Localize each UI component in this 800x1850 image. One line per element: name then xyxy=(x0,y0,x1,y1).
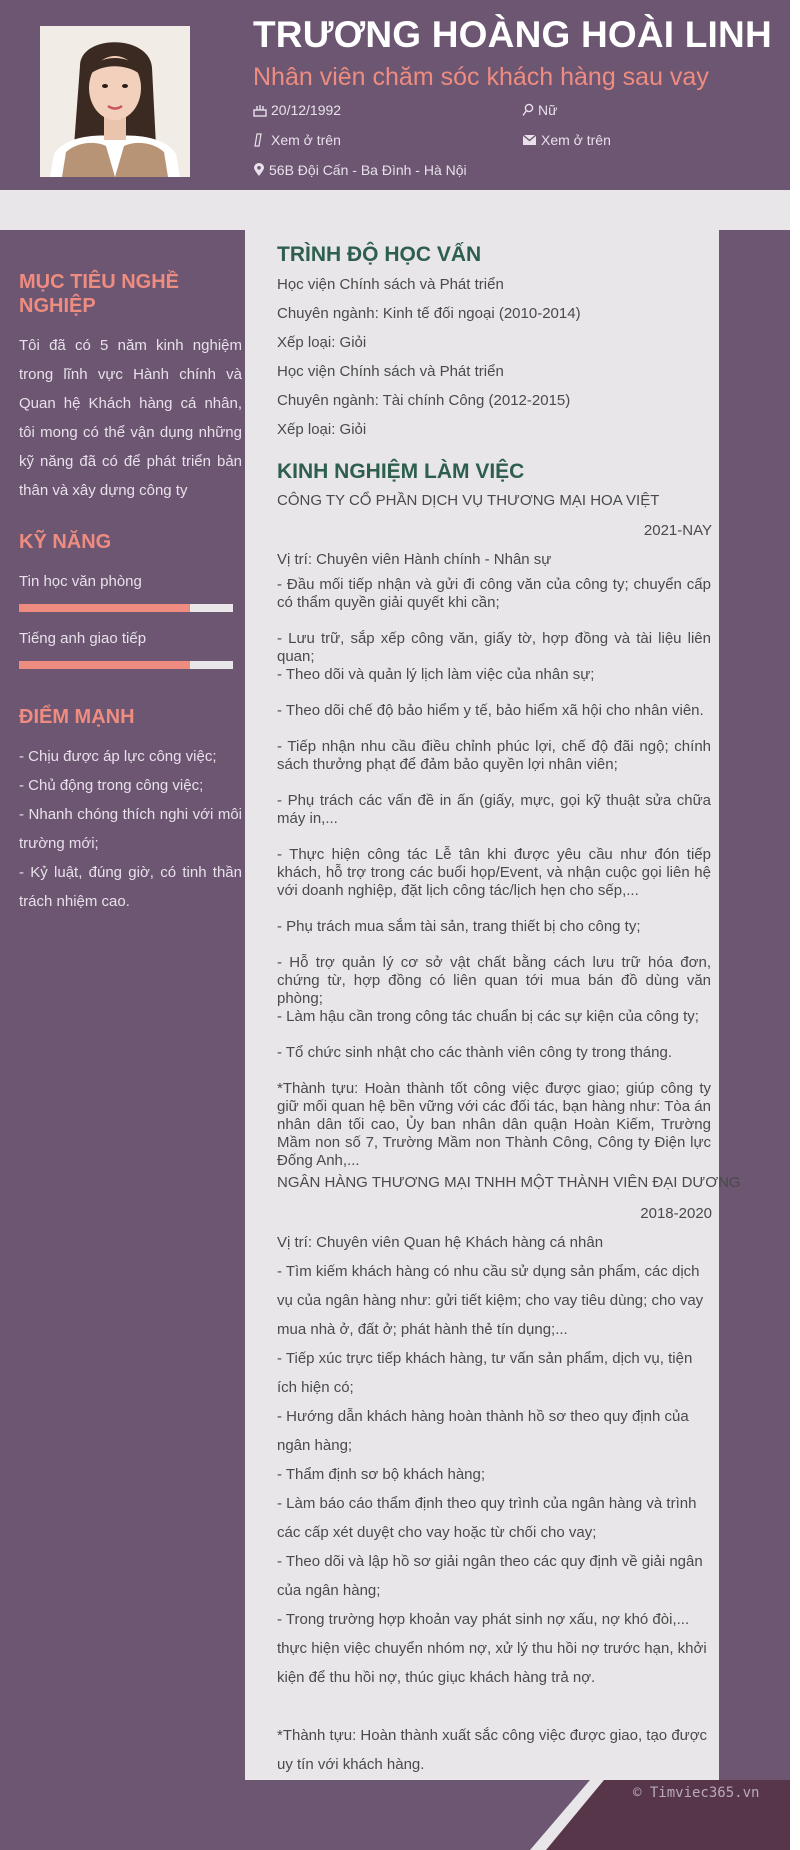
duty-item: - Tiếp xúc trực tiếp khách hàng, tư vấn sản phẩm, dịch vụ, tiện ích hiện có; xyxy=(277,1350,693,1396)
education-line: Chuyên ngành: Kinh tế đối ngoại (2010-2014) xyxy=(277,305,581,322)
duty-item: - Tổ chức sinh nhật cho các thành viên công ty trong tháng. xyxy=(277,1044,673,1061)
watermark-text: © Timviec365.vn xyxy=(633,1785,760,1801)
skill-level-bar xyxy=(19,661,233,669)
duty-item: - Tiếp nhận nhu cầu điều chỉnh phúc lợi, chế độ đãi ngộ; chính sách thưởng phạt để đảm bảo quyền lợi nhân viên; xyxy=(277,738,711,773)
skill-level-bar xyxy=(19,604,233,612)
profile-photo xyxy=(40,26,190,177)
education-line: Học viện Chính sách và Phát triển xyxy=(277,363,504,380)
email-row xyxy=(522,132,611,148)
address-text: 56B Đội Cấn - Ba Đình - Hà Nội xyxy=(269,162,467,178)
gender-text: Nữ xyxy=(538,102,558,118)
strengths-list xyxy=(19,742,242,916)
strength-item: - Nhanh chóng thích nghi với môi trường mới; xyxy=(19,806,242,852)
strength-item: - Chủ động trong công việc; xyxy=(19,777,204,794)
objective-text: Tôi đã có 5 năm kinh nghiệm trong lĩnh vực Hành chính và Quan hệ Khách hàng cá nhân, tôi mong có thể vận dụng những kỹ năng đã có để phát triển bản thân và xây dựng công ty xyxy=(19,337,242,499)
duty-item: - Theo dõi và lập hồ sơ giải ngân theo các quy định về giải ngân của ngân hàng; xyxy=(277,1553,703,1599)
duty-item: - Đầu mối tiếp nhận và gửi đi công văn của công ty; chuyển cấp có thẩm quyền giải quyết khi cần; xyxy=(277,576,711,611)
skill-name: Tiếng anh giao tiếp xyxy=(19,630,147,647)
duty-item: - Hỗ trợ quản lý cơ sở vật chất bằng cách lưu trữ hóa đơn, chứng từ, hợp đồng có liên quan tới mua bán đồ dùng văn phòng; xyxy=(277,954,711,1007)
location-pin-icon xyxy=(253,163,265,177)
right-border-strip xyxy=(719,230,790,1780)
job-position: Vị trí: Chuyên viên Quan hệ Khách hàng cá nhân xyxy=(277,1234,604,1251)
education-line: Chuyên ngành: Tài chính Công (2012-2015) xyxy=(277,392,571,409)
education-line: Xếp loại: Giỏi xyxy=(277,421,367,438)
phone-icon xyxy=(253,133,267,147)
header-divider-band xyxy=(0,190,790,230)
duty-item: - Lưu trữ, sắp xếp công văn, giấy tờ, hợp đồng và tài liệu liên quan; xyxy=(277,630,711,665)
duty-item: - Thẩm định sơ bộ khách hàng; xyxy=(277,1466,486,1483)
female-gender-icon xyxy=(522,103,534,117)
achievement-text: *Thành tựu: Hoàn thành tốt công việc được giao; giúp công ty giữ mối quan hệ bền vững với các đối tác, bạn hàng như: Tòa án nhân dân tối cao, Ủy ban nhân dân quận Hoàn Kiếm, Trường Mầm non số 7, Trường Mầm non Thành Công, Công ty Điện lực Đống Anh,... xyxy=(277,1080,711,1169)
duty-item: - Tìm kiếm khách hàng có nhu cầu sử dụng sản phẩm, các dịch vụ của ngân hàng như: gửi tiết kiệm; cho vay tiêu dùng; cho vay mua nhà ở, đất ở; phát hành thẻ tín dụng;... xyxy=(277,1263,704,1338)
strength-item: - Chịu được áp lực công việc; xyxy=(19,748,217,765)
education-line: Học viện Chính sách và Phát triển xyxy=(277,276,504,293)
birthday-text: 20/12/1992 xyxy=(271,102,342,118)
phone-row xyxy=(253,132,341,148)
duty-item: - Phụ trách mua sắm tài sản, trang thiết bị cho công ty; xyxy=(277,918,641,935)
duty-list xyxy=(277,1257,713,1692)
address-row xyxy=(253,162,467,178)
education-heading: TRÌNH ĐỘ HỌC VẤN xyxy=(277,243,482,266)
duty-item: - Hướng dẫn khách hàng hoàn thành hồ sơ theo quy định của ngân hàng; xyxy=(277,1408,689,1454)
objective-heading: MỤC TIÊU NGHỀ NGHIỆP xyxy=(19,271,179,317)
job-title: Nhân viên chăm sóc khách hàng sau vay xyxy=(253,63,709,91)
skill-level-fill xyxy=(19,604,190,612)
birthday-row xyxy=(253,102,341,118)
email-text: Xem ở trên xyxy=(541,132,611,148)
duty-item: - Theo dõi và quản lý lịch làm việc của nhân sự; xyxy=(277,666,595,683)
education-line: Xếp loại: Giỏi xyxy=(277,334,367,351)
duty-item: - Phụ trách các vấn đề in ấn (giấy, mực, gọi kỹ thuật sửa chữa máy in,... xyxy=(277,792,711,827)
gender-row xyxy=(522,102,557,118)
cake-icon xyxy=(253,104,267,117)
skill-name: Tin học văn phòng xyxy=(19,573,142,590)
candidate-name: TRƯƠNG HOÀNG HOÀI LINH xyxy=(253,14,772,55)
job-position: Vị trí: Chuyên viên Hành chính - Nhân sự xyxy=(277,551,552,568)
duty-item: - Làm hậu cần trong công tác chuẩn bị các sự kiện của công ty; xyxy=(277,1008,699,1025)
job-period: 2018-2020 xyxy=(640,1205,712,1222)
duty-item: - Làm báo cáo thẩm định theo quy trình của ngân hàng và trình các cấp xét duyệt cho vay hoặc từ chối cho vay; xyxy=(277,1495,697,1541)
strength-item: - Kỷ luật, đúng giờ, có tinh thần trách nhiệm cao. xyxy=(19,864,242,910)
strengths-heading: ĐIỂM MẠNH xyxy=(19,706,135,728)
envelope-icon xyxy=(522,134,537,146)
portrait-image xyxy=(40,26,190,177)
duty-item: - Theo dõi chế độ bảo hiểm y tế, bảo hiểm xã hội cho nhân viên. xyxy=(277,702,704,719)
company-name: CÔNG TY CỔ PHẦN DỊCH VỤ THƯƠNG MẠI HOA VIỆT xyxy=(277,492,660,509)
job-period: 2021-NAY xyxy=(643,522,712,539)
skills-heading: KỸ NĂNG xyxy=(19,531,112,553)
phone-text: Xem ở trên xyxy=(271,132,341,148)
experience-heading: KINH NGHIỆM LÀM VIỆC xyxy=(277,460,525,483)
company-name: NGÂN HÀNG THƯƠNG MẠI TNHH MỘT THÀNH VIÊN ĐẠI DƯƠNG xyxy=(277,1174,741,1191)
header xyxy=(0,0,790,190)
skill-level-fill xyxy=(19,661,190,669)
achievement-text: *Thành tựu: Hoàn thành xuất sắc công việc được giao, tạo được uy tín với khách hàng. xyxy=(277,1727,708,1773)
duty-item: - Trong trường hợp khoản vay phát sinh nợ xấu, nợ khó đòi,... thực hiện việc chuyển nhóm nợ, xử lý thu hồi nợ trước hạn, khởi kiện để thu hồi nợ, thúc giục khách hàng trả nợ. xyxy=(277,1611,707,1686)
duty-item: - Thực hiện công tác Lễ tân khi được yêu cầu như đón tiếp khách, hỗ trợ trong các buổi họp/Event, và nhận cuộc gọi liên hệ với doanh nghiệp, đặt lịch công tác/lịch hẹn cho sếp,... xyxy=(277,846,711,899)
